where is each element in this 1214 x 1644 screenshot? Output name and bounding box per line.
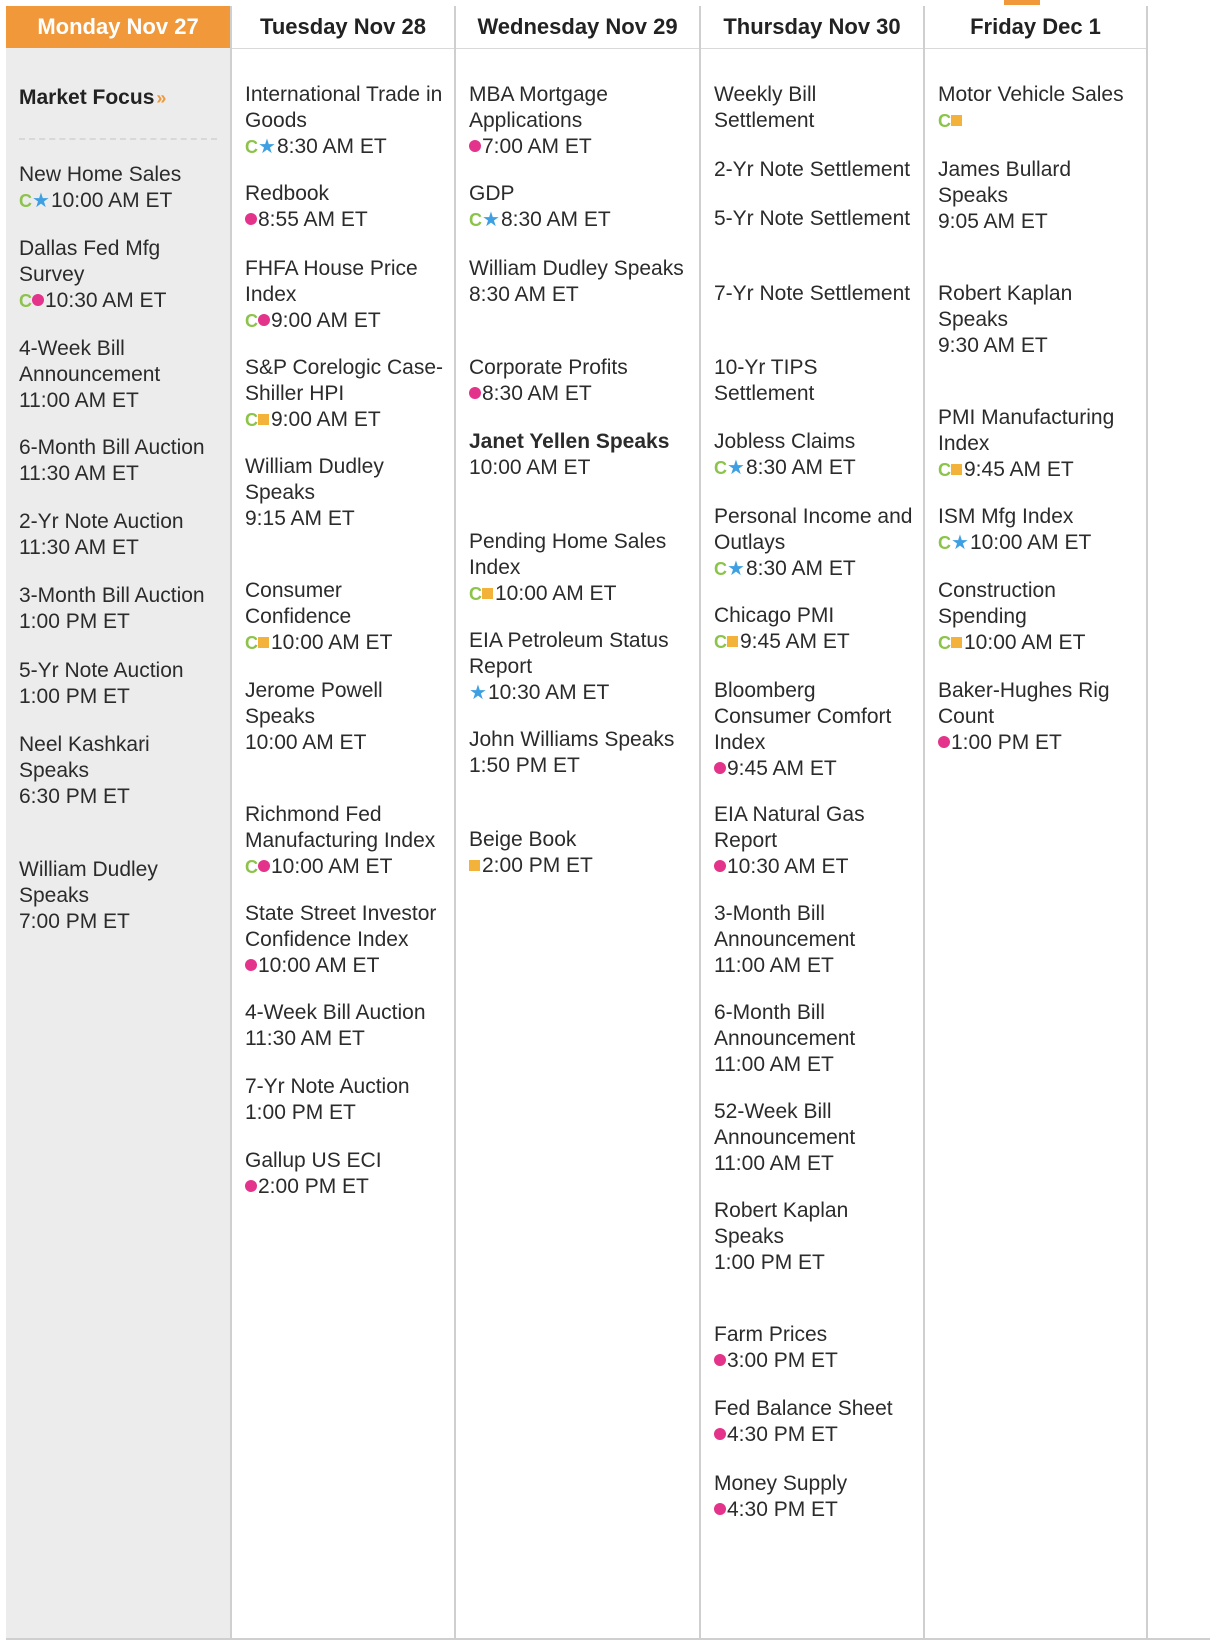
day-header-thursday[interactable]: Thursday Nov 30 [701, 6, 923, 49]
event-time: 8:30 AM ET [469, 283, 579, 306]
event-title[interactable]: 2-Yr Note Auction [19, 510, 184, 533]
event-title[interactable]: 4-Week Bill Auction [245, 1001, 426, 1024]
dot-icon [714, 762, 726, 774]
event-time-line [19, 535, 224, 561]
event-consumer-confidence[interactable] [245, 578, 448, 656]
square-icon [258, 637, 269, 648]
event-time: 9:45 AM ET [964, 458, 1074, 481]
event-time-line [938, 108, 1140, 134]
event-4-week-bill-auction[interactable] [245, 1000, 448, 1052]
square-icon [258, 414, 269, 425]
event-time-line [245, 407, 448, 433]
event-6-month-bill-auction[interactable] [19, 435, 224, 487]
event-title[interactable]: Janet Yellen Speaks [469, 430, 670, 453]
day-column-wednesday [454, 6, 699, 1638]
c-icon: C [245, 137, 258, 158]
event-time: 10:00 AM ET [469, 456, 591, 479]
dot-icon [714, 860, 726, 872]
event-fed-balance-sheet[interactable] [714, 1396, 917, 1448]
event-money-supply[interactable] [714, 1471, 917, 1523]
event-title[interactable]: Jerome Powell Speaks [245, 679, 383, 728]
dot-icon [469, 140, 481, 152]
event-time: 1:00 PM ET [19, 610, 130, 633]
event-gdp[interactable] [469, 181, 693, 233]
event-baker-hughes-rig-count[interactable] [938, 678, 1140, 756]
c-icon: C [245, 410, 258, 431]
event-neel-kashkari-speaks[interactable] [19, 732, 224, 810]
event-time-line [938, 630, 1140, 656]
event-time-line [714, 629, 917, 655]
event-time: 4:30 PM ET [727, 1498, 838, 1521]
event-title[interactable]: Bloomberg Consumer Comfort Index [714, 679, 892, 754]
event-time-line [245, 506, 448, 532]
c-icon: C [469, 210, 482, 231]
event-title[interactable]: ISM Mfg Index [938, 505, 1074, 528]
c-icon: C [938, 460, 951, 481]
event-title[interactable]: Farm Prices [714, 1323, 828, 1346]
square-icon [727, 636, 738, 647]
star-icon: ★ [727, 558, 745, 581]
event-pmi-manufacturing-index[interactable] [938, 405, 1140, 483]
double-chevron-right-icon: » [156, 88, 167, 108]
event-title[interactable]: 7-Yr Note Auction [245, 1075, 410, 1098]
event-time-line [19, 909, 224, 935]
economic-calendar [6, 0, 1210, 1640]
event-personal-income-and-outlays[interactable] [714, 504, 917, 582]
event-time-line [245, 134, 448, 160]
event-2-yr-note-settlement[interactable] [714, 157, 917, 183]
dot-icon [714, 1428, 726, 1440]
event-2-yr-note-auction[interactable] [19, 509, 224, 561]
event-time-line [469, 753, 693, 779]
day-header-wednesday[interactable]: Wednesday Nov 29 [456, 6, 699, 49]
c-icon: C [245, 311, 258, 332]
event-time: 9:00 AM ET [271, 408, 381, 431]
market-focus-link[interactable] [19, 86, 166, 110]
event-time-line [469, 853, 693, 879]
event-dallas-fed-mfg-survey[interactable] [19, 236, 224, 314]
event-state-street-investor-confidence-index[interactable] [245, 901, 448, 979]
event-title[interactable]: Fed Balance Sheet [714, 1397, 893, 1420]
event-time: 10:00 AM ET [271, 855, 393, 878]
event-fhfa-house-price-index[interactable] [245, 256, 448, 334]
event-time-line [469, 455, 693, 481]
week-tab-marker [1004, 0, 1040, 5]
event-john-williams-speaks[interactable] [469, 727, 693, 779]
event-sandp-corelogic-case-shiller-hpi[interactable] [245, 355, 448, 433]
c-icon: C [714, 632, 727, 653]
day-header-tuesday[interactable]: Tuesday Nov 28 [232, 6, 454, 49]
event-time: 9:05 AM ET [938, 210, 1048, 233]
star-icon: ★ [482, 209, 500, 232]
event-time-line [245, 308, 448, 334]
event-52-week-bill-announcement[interactable] [714, 1099, 917, 1177]
event-time-line [938, 209, 1140, 235]
dot-icon [714, 1354, 726, 1366]
event-title[interactable]: Weekly Bill Settlement [714, 83, 817, 132]
event-time: 11:30 AM ET [245, 1027, 365, 1050]
event-title[interactable]: Dallas Fed Mfg Survey [19, 237, 161, 286]
event-beige-book[interactable] [469, 827, 693, 879]
event-title[interactable]: Construction Spending [938, 579, 1056, 628]
event-time: 11:30 AM ET [19, 536, 139, 559]
event-william-dudley-speaks[interactable] [469, 256, 693, 308]
event-time: 10:00 AM ET [50, 189, 173, 212]
event-time-line [245, 207, 448, 233]
event-william-dudley-speaks[interactable] [245, 454, 448, 532]
event-time-line [19, 684, 224, 710]
event-time-line [714, 1052, 917, 1078]
event-time-line [19, 188, 224, 214]
event-motor-vehicle-sales[interactable] [938, 82, 1140, 134]
event-time: 1:00 PM ET [245, 1101, 356, 1124]
dot-icon [32, 294, 44, 306]
event-title[interactable]: 5-Yr Note Auction [19, 659, 184, 682]
event-time: 9:15 AM ET [245, 507, 355, 530]
event-time: 9:45 AM ET [727, 757, 837, 780]
event-time-line [469, 134, 693, 160]
star-icon: ★ [258, 136, 276, 159]
event-time: 11:00 AM ET [19, 389, 139, 412]
square-icon [469, 860, 480, 871]
day-column-tuesday [230, 6, 454, 1638]
event-janet-yellen-speaks[interactable] [469, 429, 693, 481]
event-4-week-bill-announcement[interactable] [19, 336, 224, 414]
c-icon: C [19, 291, 32, 312]
event-title[interactable]: 3-Month Bill Announcement [714, 902, 856, 951]
event-time: 8:30 AM ET [482, 382, 592, 405]
event-time-line [938, 457, 1140, 483]
event-title[interactable]: GDP [469, 182, 515, 205]
event-time: 11:00 AM ET [714, 1152, 834, 1175]
event-time-line [714, 556, 917, 582]
event-jerome-powell-speaks[interactable] [245, 678, 448, 756]
event-time: 10:00 AM ET [495, 582, 617, 605]
event-title[interactable]: EIA Petroleum Status Report [469, 629, 669, 678]
event-time: 2:00 PM ET [258, 1175, 369, 1198]
day-column-friday [923, 6, 1148, 1638]
event-title[interactable]: 4-Week Bill Announcement [19, 337, 161, 386]
event-time-line [245, 730, 448, 756]
event-title[interactable]: 52-Week Bill Announcement [714, 1100, 856, 1149]
event-time-line [469, 207, 693, 233]
star-icon: ★ [32, 190, 50, 213]
day-header-friday[interactable]: Friday Dec 1 [925, 6, 1146, 49]
star-icon: ★ [469, 682, 487, 705]
event-time: 3:00 PM ET [727, 1349, 838, 1372]
event-title[interactable]: Personal Income and Outlays [714, 505, 913, 554]
event-farm-prices[interactable] [714, 1322, 917, 1374]
day-column-monday [6, 6, 230, 1638]
dot-icon [469, 387, 481, 399]
event-title[interactable]: Consumer Confidence [245, 579, 352, 628]
c-icon: C [938, 633, 951, 654]
dot-icon [245, 213, 257, 225]
event-title[interactable]: 6-Month Bill Auction [19, 436, 205, 459]
event-title[interactable]: Gallup US ECI [245, 1149, 382, 1172]
event-time: 1:00 PM ET [714, 1251, 825, 1274]
event-construction-spending[interactable] [938, 578, 1140, 656]
event-international-trade-in-goods[interactable] [245, 82, 448, 160]
star-icon: ★ [951, 532, 969, 555]
event-title[interactable]: PMI Manufacturing Index [938, 406, 1115, 455]
square-icon [482, 588, 493, 599]
event-time-line [714, 1348, 917, 1374]
c-icon: C [714, 458, 727, 479]
c-icon: C [245, 857, 258, 878]
event-time-line [469, 282, 693, 308]
event-william-dudley-speaks[interactable] [19, 857, 224, 935]
dot-icon [714, 1503, 726, 1515]
event-time: 7:00 PM ET [19, 910, 130, 933]
square-icon [951, 637, 962, 648]
event-robert-kaplan-speaks[interactable] [714, 1198, 917, 1276]
event-title[interactable]: Redbook [245, 182, 330, 205]
event-time: 10:00 AM ET [964, 631, 1086, 654]
event-title[interactable]: Neel Kashkari Speaks [19, 733, 150, 782]
event-title[interactable]: 3-Month Bill Auction [19, 584, 205, 607]
event-time-line [19, 461, 224, 487]
c-icon: C [245, 633, 258, 654]
event-title[interactable]: FHFA House Price Index [245, 257, 418, 306]
event-3-month-bill-announcement[interactable] [714, 901, 917, 979]
event-time-line [245, 630, 448, 656]
event-title[interactable]: EIA Natural Gas Report [714, 803, 865, 852]
event-time-line [714, 854, 917, 880]
event-time: 1:00 PM ET [951, 731, 1062, 754]
event-bloomberg-consumer-comfort-index[interactable] [714, 678, 917, 782]
event-time-line [938, 333, 1140, 359]
event-5-yr-note-auction[interactable] [19, 658, 224, 710]
event-time-line [245, 1100, 448, 1126]
event-pending-home-sales-index[interactable] [469, 529, 693, 607]
event-new-home-sales[interactable] [19, 162, 224, 214]
event-title[interactable]: 10-Yr TIPS Settlement [714, 356, 818, 405]
event-title[interactable]: Robert Kaplan Speaks [938, 282, 1073, 331]
event-title[interactable]: William Dudley Speaks [245, 455, 384, 504]
event-title[interactable]: State Street Investor Confidence Index [245, 902, 437, 951]
event-robert-kaplan-speaks[interactable] [938, 281, 1140, 359]
event-time-line [245, 953, 448, 979]
c-icon: C [469, 584, 482, 605]
dot-icon [245, 1180, 257, 1192]
event-6-month-bill-announcement[interactable] [714, 1000, 917, 1078]
market-focus-label: Market Focus [19, 86, 155, 109]
event-richmond-fed-manufacturing-index[interactable] [245, 802, 448, 880]
divider [19, 138, 217, 140]
event-time: 8:30 AM ET [745, 456, 856, 479]
event-time: 10:30 AM ET [727, 855, 849, 878]
event-time: 2:00 PM ET [482, 854, 593, 877]
day-column-thursday [699, 6, 923, 1638]
event-title[interactable]: MBA Mortgage Applications [469, 83, 608, 132]
dot-icon [258, 314, 270, 326]
event-time: 11:00 AM ET [714, 1053, 834, 1076]
event-time: 9:30 AM ET [938, 334, 1048, 357]
event-time: 9:45 AM ET [740, 630, 850, 653]
event-title[interactable]: Corporate Profits [469, 356, 628, 379]
event-time-line [938, 530, 1140, 556]
event-time-line [714, 953, 917, 979]
event-title[interactable]: Money Supply [714, 1472, 848, 1495]
event-time-line [19, 609, 224, 635]
event-title[interactable]: Chicago PMI [714, 604, 835, 627]
event-time: 8:30 AM ET [745, 557, 856, 580]
event-title[interactable]: Jobless Claims [714, 430, 856, 453]
event-chicago-pmi[interactable] [714, 603, 917, 655]
event-time-line [245, 1174, 448, 1200]
event-time-line [469, 680, 693, 706]
event-title[interactable]: Motor Vehicle Sales [938, 83, 1124, 106]
event-time-line [469, 381, 693, 407]
event-title[interactable]: Baker-Hughes Rig Count [938, 679, 1110, 728]
event-james-bullard-speaks[interactable] [938, 157, 1140, 235]
dot-icon [938, 736, 950, 748]
event-redbook[interactable] [245, 181, 448, 233]
event-time: 10:00 AM ET [258, 954, 380, 977]
event-time: 1:50 PM ET [469, 754, 580, 777]
event-title[interactable]: International Trade in Goods [245, 83, 443, 132]
event-gallup-us-eci[interactable] [245, 1148, 448, 1200]
event-3-month-bill-auction[interactable] [19, 583, 224, 635]
event-time-line [714, 1422, 917, 1448]
event-10-yr-tips-settlement[interactable] [714, 355, 917, 407]
event-time: 6:30 PM ET [19, 785, 130, 808]
day-header-monday[interactable]: Monday Nov 27 [6, 6, 230, 48]
event-title[interactable]: Richmond Fed Manufacturing Index [245, 803, 436, 852]
dot-icon [245, 959, 257, 971]
event-time-line [714, 1250, 917, 1276]
event-time-line [938, 730, 1140, 756]
event-time: 7:00 AM ET [482, 135, 592, 158]
event-time: 10:30 AM ET [487, 681, 610, 704]
c-icon: C [938, 111, 951, 132]
dot-icon [258, 860, 270, 872]
event-time: 10:30 AM ET [45, 289, 167, 312]
event-time: 11:00 AM ET [714, 954, 834, 977]
calendar-bottom-border [6, 1638, 1210, 1640]
event-time-line [19, 784, 224, 810]
event-time: 11:30 AM ET [19, 462, 139, 485]
event-5-yr-note-settlement[interactable] [714, 206, 917, 232]
event-title[interactable]: Pending Home Sales Index [469, 530, 667, 579]
event-time: 9:00 AM ET [271, 309, 381, 332]
event-time: 8:30 AM ET [500, 208, 611, 231]
event-title[interactable]: William Dudley Speaks [469, 257, 684, 280]
c-icon: C [19, 191, 32, 212]
event-time-line [714, 455, 917, 481]
event-time-line [19, 288, 224, 314]
event-time-line [245, 854, 448, 880]
event-title[interactable]: James Bullard Speaks [938, 158, 1072, 207]
event-time-line [714, 1497, 917, 1523]
event-title[interactable]: New Home Sales [19, 163, 182, 186]
event-title[interactable]: 7-Yr Note Settlement [714, 282, 911, 305]
event-title[interactable]: 6-Month Bill Announcement [714, 1001, 856, 1050]
event-time-line [19, 388, 224, 414]
event-title[interactable]: S&P Corelogic Case-Shiller HPI [245, 356, 444, 405]
event-title[interactable]: 2-Yr Note Settlement [714, 158, 911, 181]
square-icon [951, 115, 962, 126]
star-icon: ★ [727, 457, 745, 480]
event-weekly-bill-settlement[interactable] [714, 82, 917, 134]
event-7-yr-note-auction[interactable] [245, 1074, 448, 1126]
event-title[interactable]: 5-Yr Note Settlement [714, 207, 911, 230]
event-title[interactable]: William Dudley Speaks [19, 858, 158, 907]
event-time: 8:55 AM ET [258, 208, 368, 231]
event-jobless-claims[interactable] [714, 429, 917, 481]
square-icon [951, 464, 962, 475]
event-time: 4:30 PM ET [727, 1423, 838, 1446]
event-eia-petroleum-status-report[interactable] [469, 628, 693, 706]
event-time-line [714, 756, 917, 782]
event-title[interactable]: Robert Kaplan Speaks [714, 1199, 849, 1248]
c-icon: C [714, 559, 727, 580]
event-7-yr-note-settlement[interactable] [714, 281, 917, 307]
event-time-line [714, 1151, 917, 1177]
event-mba-mortgage-applications[interactable] [469, 82, 693, 160]
event-time: 1:00 PM ET [19, 685, 130, 708]
event-time: 8:30 AM ET [276, 135, 387, 158]
c-icon: C [938, 533, 951, 554]
event-time-line [469, 581, 693, 607]
event-ism-mfg-index[interactable] [938, 504, 1140, 556]
event-time: 10:00 AM ET [969, 531, 1092, 554]
event-eia-natural-gas-report[interactable] [714, 802, 917, 880]
event-time-line [245, 1026, 448, 1052]
event-time: 10:00 AM ET [271, 631, 393, 654]
event-title[interactable]: John Williams Speaks [469, 728, 675, 751]
event-title[interactable]: Beige Book [469, 828, 577, 851]
event-corporate-profits[interactable] [469, 355, 693, 407]
event-time: 10:00 AM ET [245, 731, 367, 754]
